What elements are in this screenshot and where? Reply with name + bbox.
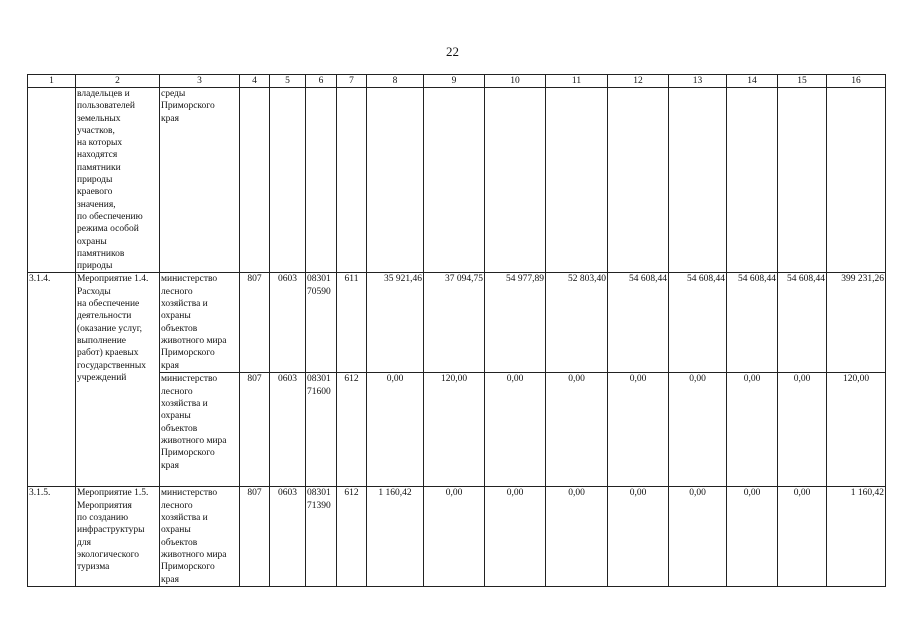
amount: 37 094,75 xyxy=(424,273,485,373)
executor: среды Приморского края xyxy=(160,88,240,273)
amount: 0,00 xyxy=(608,487,669,586)
amount: 0,00 xyxy=(485,487,546,586)
amount: 54 608,44 xyxy=(669,273,727,373)
table-row xyxy=(28,273,886,373)
header-cell: 13 xyxy=(669,75,727,88)
header-cell: 5 xyxy=(270,75,306,88)
code-expense-type: 612 xyxy=(337,487,367,586)
code-target: 08301 71390 xyxy=(306,487,337,586)
code-expense-type xyxy=(337,88,367,273)
amount: 54 608,44 xyxy=(608,273,669,373)
code-grbs: 807 xyxy=(240,273,270,373)
amount: 0,00 xyxy=(778,373,827,487)
table-row xyxy=(28,88,886,273)
amount xyxy=(727,88,778,273)
header-cell: 4 xyxy=(240,75,270,88)
amount xyxy=(608,88,669,273)
header-cell: 6 xyxy=(306,75,337,88)
measure-description: Мероприятие 1.5. Мероприятия по созданию инфраструктуры для экологического туризма xyxy=(76,487,160,586)
executor: министерство лесного хозяйства и охраны объектов животного мира Приморского края xyxy=(160,487,240,586)
header-cell: 14 xyxy=(727,75,778,88)
header-cell: 11 xyxy=(546,75,608,88)
code-section: 0603 xyxy=(270,273,306,373)
header-cell: 7 xyxy=(337,75,367,88)
code-expense-type: 611 xyxy=(337,273,367,373)
code-grbs xyxy=(240,88,270,273)
amount: 35 921,46 xyxy=(367,273,424,373)
code-target: 08301 70590 xyxy=(306,273,337,373)
amount-total: 120,00 xyxy=(827,373,886,487)
amount: 0,00 xyxy=(546,373,608,487)
amount-total xyxy=(827,88,886,273)
header-cell: 3 xyxy=(160,75,240,88)
header-cell: 10 xyxy=(485,75,546,88)
amount: 0,00 xyxy=(778,487,827,586)
row-number xyxy=(28,88,76,273)
page-number: 22 xyxy=(446,44,459,59)
amount xyxy=(546,88,608,273)
amount: 0,00 xyxy=(367,373,424,487)
amount: 0,00 xyxy=(669,487,727,586)
header-cell: 8 xyxy=(367,75,424,88)
code-section: 0603 xyxy=(270,373,306,487)
amount xyxy=(778,88,827,273)
amount xyxy=(367,88,424,273)
amount: 0,00 xyxy=(727,487,778,586)
amount: 54 977,89 xyxy=(485,273,546,373)
amount: 120,00 xyxy=(424,373,485,487)
header-row xyxy=(28,75,886,88)
row-number: 3.1.4. xyxy=(28,273,76,487)
amount: 54 608,44 xyxy=(778,273,827,373)
code-section xyxy=(270,88,306,273)
code-grbs: 807 xyxy=(240,373,270,487)
code-target xyxy=(306,88,337,273)
table-row xyxy=(28,487,886,586)
amount: 0,00 xyxy=(727,373,778,487)
amount: 0,00 xyxy=(669,373,727,487)
header-cell: 2 xyxy=(76,75,160,88)
code-section: 0603 xyxy=(270,487,306,586)
amount xyxy=(485,88,546,273)
executor: министерство лесного хозяйства и охраны объектов животного мира Приморского края xyxy=(160,373,240,487)
amount: 0,00 xyxy=(424,487,485,586)
amount: 0,00 xyxy=(546,487,608,586)
header-cell: 12 xyxy=(608,75,669,88)
amount-total: 399 231,26 xyxy=(827,273,886,373)
amount: 0,00 xyxy=(485,373,546,487)
amount xyxy=(424,88,485,273)
amount: 0,00 xyxy=(608,373,669,487)
code-target: 08301 71600 xyxy=(306,373,337,487)
amount: 54 608,44 xyxy=(727,273,778,373)
amount: 52 803,40 xyxy=(546,273,608,373)
header-cell: 16 xyxy=(827,75,886,88)
amount-total: 1 160,42 xyxy=(827,487,886,586)
measure-description: Мероприятие 1.4. Расходы на обеспечение деятельности (оказание услуг, выполнение работ) краевых государственных учреждений xyxy=(76,273,160,487)
code-expense-type: 612 xyxy=(337,373,367,487)
amount xyxy=(669,88,727,273)
row-number: 3.1.5. xyxy=(28,487,76,586)
header-cell: 15 xyxy=(778,75,827,88)
measure-description: владельцев и пользователей земельных участков, на которых находятся памятники природы краевого значения, по обеспечению режима особой охраны памятников природы xyxy=(76,88,160,273)
header-cell: 1 xyxy=(28,75,76,88)
budget-table xyxy=(27,74,886,587)
header-cell: 9 xyxy=(424,75,485,88)
executor: министерство лесного хозяйства и охраны объектов животного мира Приморского края xyxy=(160,273,240,373)
amount: 1 160,42 xyxy=(367,487,424,586)
code-grbs: 807 xyxy=(240,487,270,586)
